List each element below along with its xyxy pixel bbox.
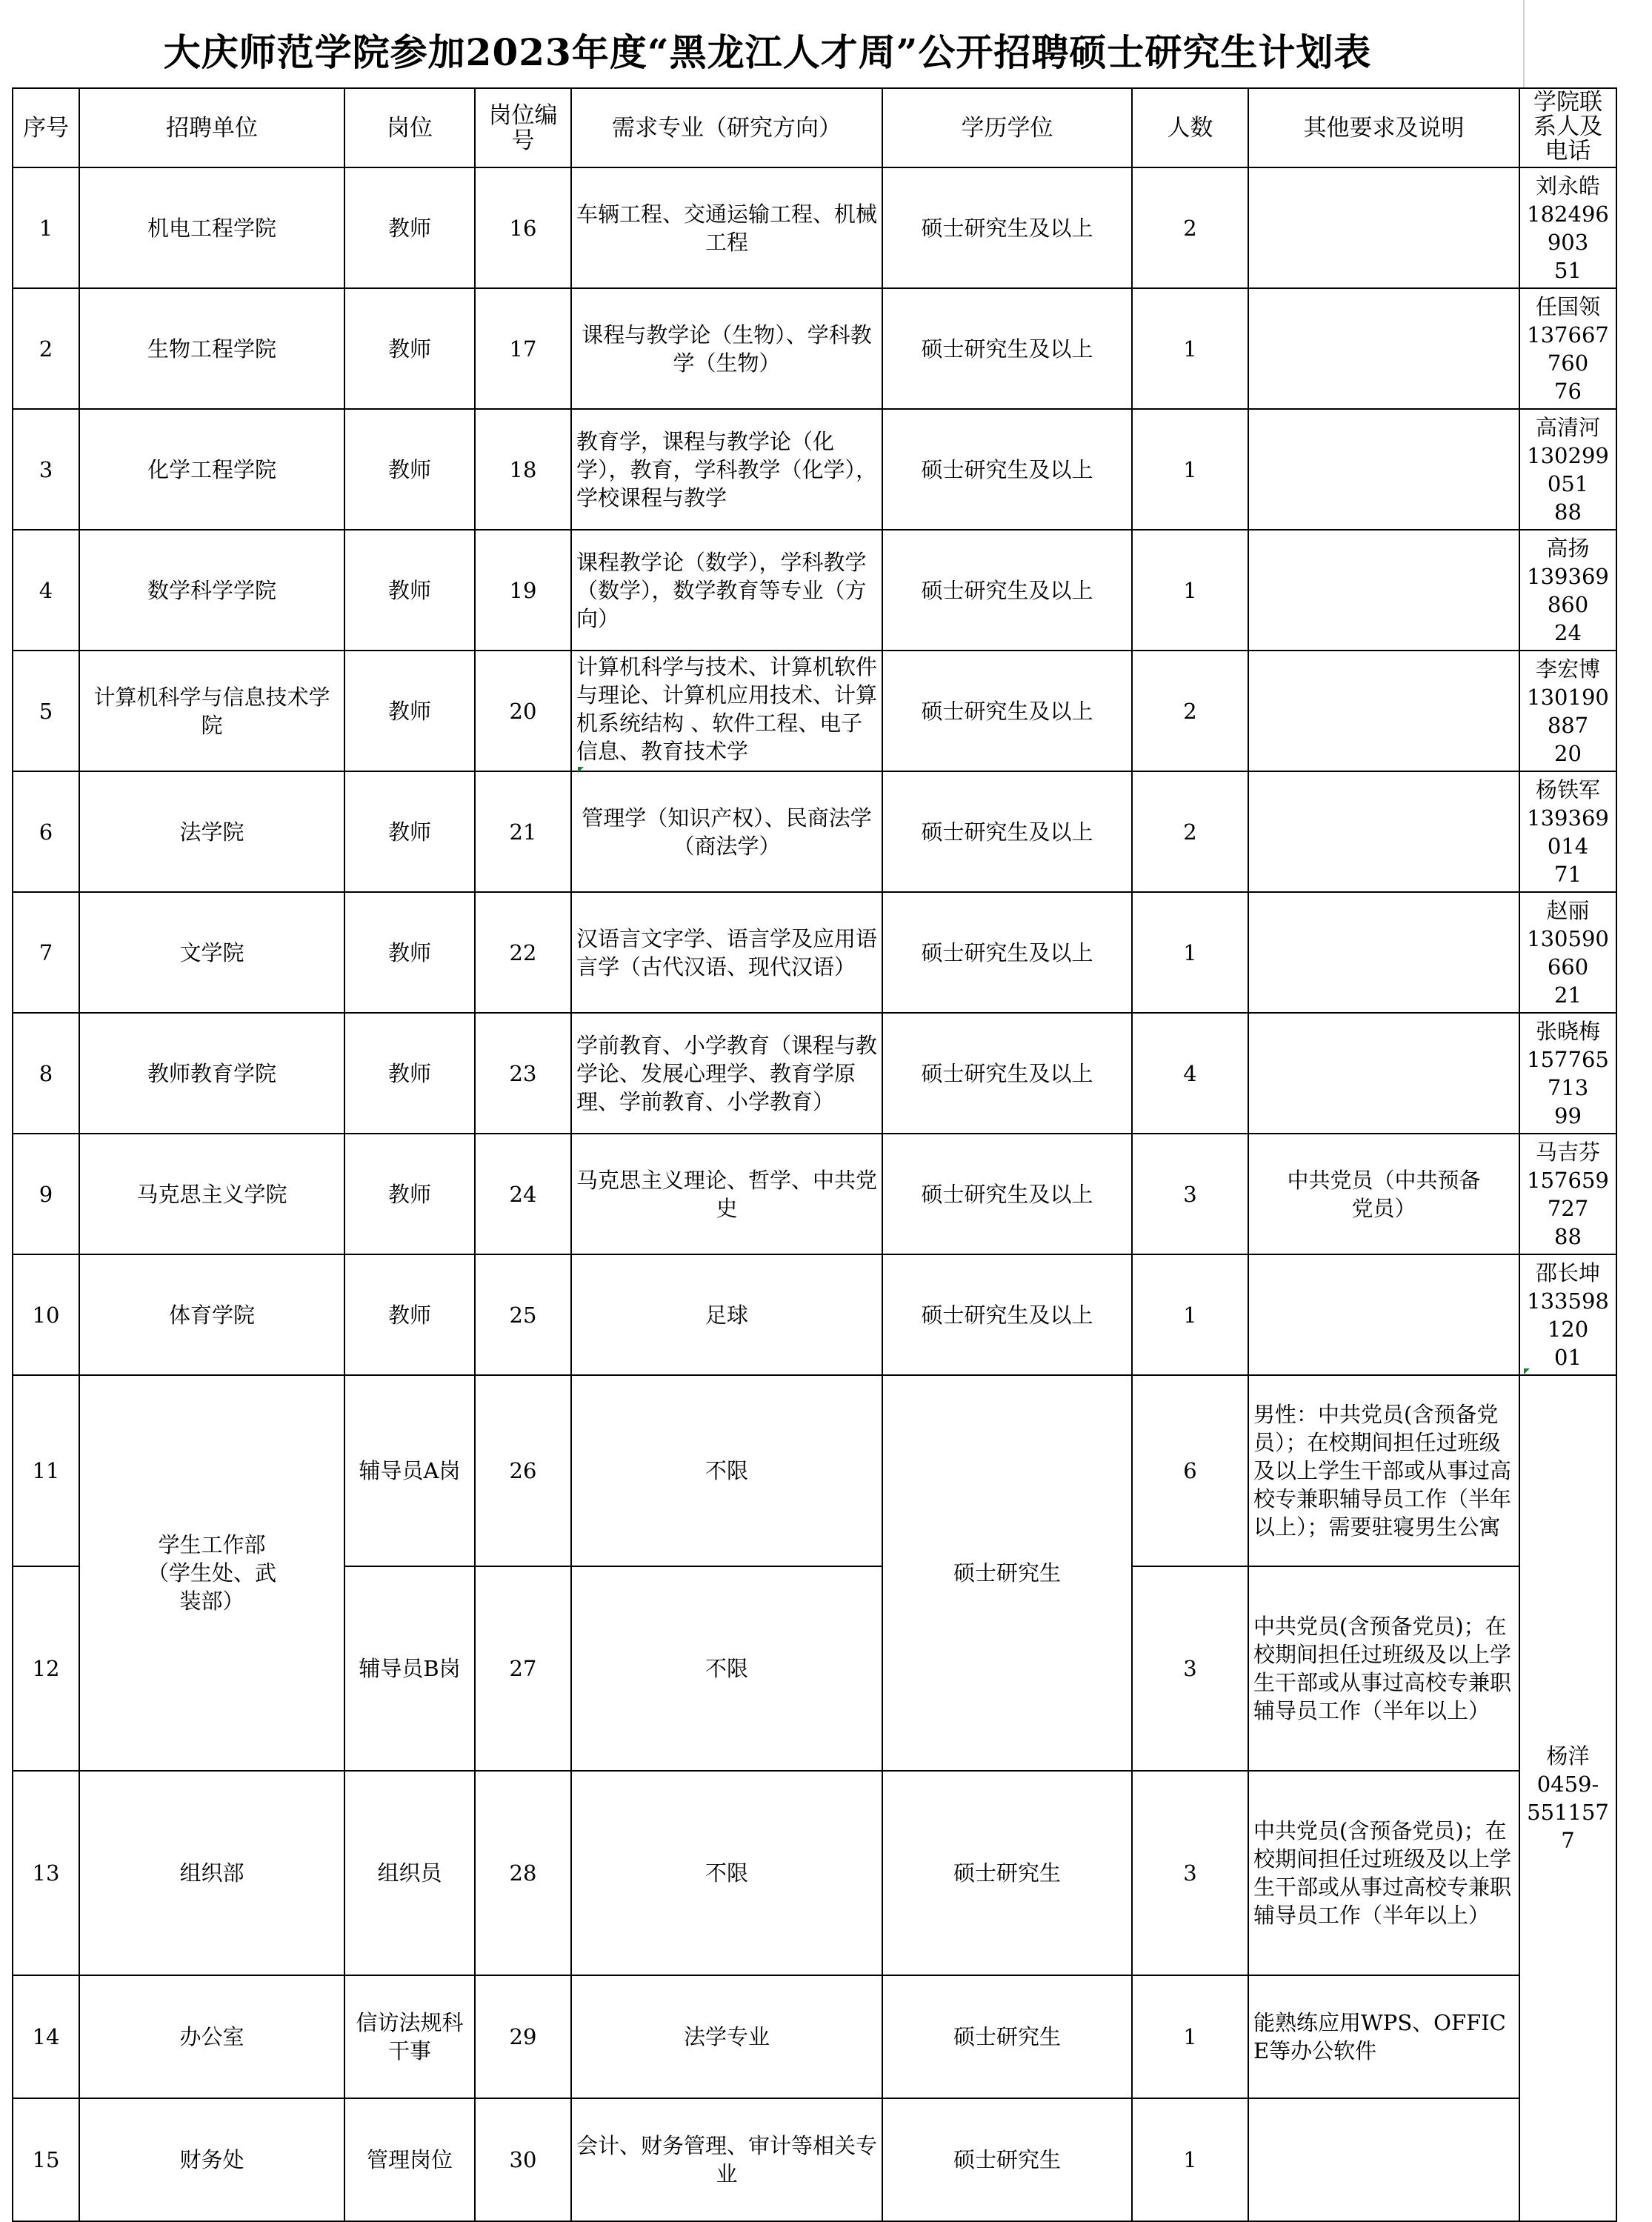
cell-major: 汉语言文字学、语言学及应用语言学（古代汉语、现代汉语） [571, 892, 882, 1013]
contact-phone: 51 [1554, 257, 1582, 283]
cell-code: 29 [475, 1975, 571, 2098]
cell-degree: 硕士研究生及以上 [882, 288, 1132, 409]
cell-post: 信访法规科干事 [344, 1975, 475, 2098]
recruitment-table [12, 87, 1617, 2222]
cell-major: 法学专业 [571, 1975, 882, 2098]
cell-major: 课程教学论（数学），学科教学（数学），数学教育等专业（方向） [571, 530, 882, 651]
cell-unit: 组织部 [79, 1771, 344, 1975]
cell-contact [1519, 892, 1616, 1013]
cell-degree: 硕士研究生及以上 [882, 651, 1132, 771]
contact-name: 杨洋 [1546, 1743, 1590, 1769]
cell-unit: 机电工程学院 [79, 167, 344, 288]
cell-degree: 硕士研究生及以上 [882, 1254, 1132, 1375]
cell-count: 1 [1132, 409, 1248, 530]
cell-notes [1248, 1013, 1519, 1134]
cell-major: 足球 [571, 1254, 882, 1375]
cell-degree: 硕士研究生及以上 [882, 167, 1132, 288]
cell-degree: 硕士研究生及以上 [882, 892, 1132, 1013]
cell-unit: 化学工程学院 [79, 409, 344, 530]
cell-major: 管理学（知识产权）、民商法学（商法学） [571, 771, 882, 892]
cell-contact [1519, 1254, 1616, 1375]
cell-degree: 硕士研究生 [882, 1771, 1132, 1975]
cell-major: 会计、财务管理、审计等相关专业 [571, 2098, 882, 2221]
header-major: 需求专业（研究方向） [571, 88, 882, 167]
cell-degree: 硕士研究生 [882, 1975, 1132, 2098]
cell-seq: 1 [13, 167, 79, 288]
table-row [13, 651, 1616, 771]
cell-notes [1248, 409, 1519, 530]
cell-major: 课程与教学论（生物）、学科教学（生物） [571, 288, 882, 409]
cell-code: 19 [475, 530, 571, 651]
cell-seq: 3 [13, 409, 79, 530]
cell-post: 教师 [344, 651, 475, 771]
cell-contact [1519, 409, 1616, 530]
table-row [13, 892, 1616, 1013]
contact-name: 任国领 [1535, 293, 1600, 319]
header-contact: 学院联系人及电话 [1519, 88, 1616, 167]
header-code: 岗位编号 [475, 88, 571, 167]
cell-degree: 硕士研究生 [882, 2098, 1132, 2221]
contact-name: 张晓梅 [1535, 1018, 1600, 1044]
cell-count: 1 [1132, 288, 1248, 409]
contact-name: 赵丽 [1546, 897, 1590, 923]
cell-contact [1519, 1134, 1616, 1254]
cell-seq: 2 [13, 288, 79, 409]
cell-notes [1248, 167, 1519, 288]
contact-phone: 24 [1554, 619, 1582, 645]
cell-major: 马克思主义理论、哲学、中共党史 [571, 1134, 882, 1254]
cell-comment-marker [578, 767, 584, 773]
contact-phone: 130190887 [1527, 684, 1609, 738]
cell-post: 教师 [344, 288, 475, 409]
contact-phone: 88 [1554, 499, 1582, 525]
cell-notes [1248, 892, 1519, 1013]
cell-count: 4 [1132, 1013, 1248, 1134]
cell-notes [1248, 651, 1519, 771]
cell-notes [1248, 288, 1519, 409]
cell-seq: 5 [13, 651, 79, 771]
cell-post: 教师 [344, 530, 475, 651]
cell-contact [1519, 771, 1616, 892]
cell-degree: 硕士研究生及以上 [882, 1134, 1132, 1254]
cell-post: 辅导员A岗 [344, 1375, 475, 1566]
cell-contact-shared [1519, 1375, 1616, 2221]
contact-name: 高扬 [1546, 535, 1590, 561]
cell-notes: 中共党员（中共预备党员） [1248, 1134, 1519, 1254]
cell-unit: 马克思主义学院 [79, 1134, 344, 1254]
table-row [13, 167, 1616, 288]
cell-count: 1 [1132, 1254, 1248, 1375]
contact-phone: 157765713 [1527, 1046, 1609, 1100]
cell-contact [1519, 1013, 1616, 1134]
cell-major [571, 651, 882, 771]
table-row [13, 2098, 1616, 2221]
table-row [13, 409, 1616, 530]
cell-notes: 中共党员(含预备党员)；在校期间担任过班级及以上学生干部或从事过高校专兼职辅导员工作（半年以上） [1248, 1771, 1519, 1975]
contact-phone: 139369014 [1527, 805, 1609, 859]
contact-phone: 130590660 [1527, 925, 1609, 979]
cell-count: 6 [1132, 1375, 1248, 1566]
cell-seq: 7 [13, 892, 79, 1013]
header-post: 岗位 [344, 88, 475, 167]
contact-phone: 71 [1554, 861, 1582, 887]
cell-code: 23 [475, 1013, 571, 1134]
cell-seq: 8 [13, 1013, 79, 1134]
table-row [13, 771, 1616, 892]
cell-seq: 6 [13, 771, 79, 892]
cell-code: 21 [475, 771, 571, 892]
cell-post: 教师 [344, 1254, 475, 1375]
cell-post: 组织员 [344, 1771, 475, 1975]
cell-degree: 硕士研究生及以上 [882, 530, 1132, 651]
cell-contact [1519, 288, 1616, 409]
table-header-row [13, 88, 1616, 167]
cell-major: 不限 [571, 1566, 882, 1771]
cell-contact [1519, 651, 1616, 771]
contact-phone: 99 [1554, 1102, 1582, 1128]
contact-name: 高清河 [1535, 414, 1600, 440]
header-unit: 招聘单位 [79, 88, 344, 167]
cell-post: 辅导员B岗 [344, 1566, 475, 1771]
cell-code: 25 [475, 1254, 571, 1375]
table-row [13, 1375, 1616, 1566]
table-row [13, 1771, 1616, 1975]
cell-major: 不限 [571, 1771, 882, 1975]
cell-unit: 体育学院 [79, 1254, 344, 1375]
cell-post: 教师 [344, 167, 475, 288]
contact-name: 马吉芬 [1535, 1139, 1600, 1165]
cell-code: 27 [475, 1566, 571, 1771]
cell-count: 1 [1132, 530, 1248, 651]
cell-major-text: 计算机科学与技术、计算机软件与理论、计算机应用技术、计算机系统结构 、软件工程、电子信息、教育技术学 [576, 654, 877, 764]
cell-seq: 15 [13, 2098, 79, 2221]
cell-post: 管理岗位 [344, 2098, 475, 2221]
cell-unit: 生物工程学院 [79, 288, 344, 409]
table-row [13, 1975, 1616, 2098]
cell-seq: 14 [13, 1975, 79, 2098]
cell-count: 1 [1132, 1975, 1248, 2098]
cell-unit: 办公室 [79, 1975, 344, 2098]
contact-phone: 137667760 [1527, 322, 1609, 376]
cell-major: 不限 [571, 1375, 882, 1566]
cell-code: 24 [475, 1134, 571, 1254]
contact-phone: 01 [1554, 1344, 1582, 1370]
header-seq: 序号 [13, 88, 79, 167]
cell-degree: 硕士研究生及以上 [882, 1013, 1132, 1134]
contact-phone: 88 [1554, 1223, 1582, 1249]
cell-unit: 学生工作部（学生处、武装部） [79, 1375, 344, 1771]
contact-phone: 182496903 [1527, 201, 1609, 255]
cell-unit: 文学院 [79, 892, 344, 1013]
cell-count: 1 [1132, 2098, 1248, 2221]
table-row [13, 288, 1616, 409]
cell-notes [1248, 771, 1519, 892]
cell-seq: 11 [13, 1375, 79, 1566]
cell-notes [1248, 2098, 1519, 2221]
cell-code: 20 [475, 651, 571, 771]
table-row [13, 530, 1616, 651]
cell-count: 2 [1132, 651, 1248, 771]
cell-unit: 数学科学学院 [79, 530, 344, 651]
cell-contact [1519, 167, 1616, 288]
cell-unit: 财务处 [79, 2098, 344, 2221]
contact-phone: 157659727 [1527, 1167, 1609, 1221]
cell-comment-marker [1524, 1368, 1530, 1374]
contact-name: 杨铁军 [1535, 776, 1600, 802]
cell-code: 17 [475, 288, 571, 409]
cell-count: 1 [1132, 892, 1248, 1013]
contact-name: 刘永皓 [1535, 173, 1600, 199]
cell-degree: 硕士研究生及以上 [882, 409, 1132, 530]
contact-phone: 21 [1554, 982, 1582, 1008]
contact-phone: 133598120 [1527, 1288, 1609, 1342]
contact-phone: 5511577 [1527, 1800, 1609, 1853]
header-count: 人数 [1132, 88, 1248, 167]
contact-phone: 20 [1554, 740, 1582, 766]
cell-post: 教师 [344, 892, 475, 1013]
contact-phone: 0459- [1536, 1772, 1599, 1797]
header-degree: 学历学位 [882, 88, 1132, 167]
cell-notes: 中共党员(含预备党员)；在校期间担任过班级及以上学生干部或从事过高校专兼职辅导员工作（半年以上） [1248, 1566, 1519, 1771]
cell-degree: 硕士研究生 [882, 1375, 1132, 1771]
table-row [13, 1013, 1616, 1134]
cell-notes [1248, 1254, 1519, 1375]
cell-notes: 能熟练应用WPS、OFFICE等办公软件 [1248, 1975, 1519, 2098]
table-row [13, 1254, 1616, 1375]
cell-code: 26 [475, 1375, 571, 1566]
cell-unit: 计算机科学与信息技术学院 [79, 651, 344, 771]
cell-post: 教师 [344, 1134, 475, 1254]
cell-seq: 4 [13, 530, 79, 651]
cell-seq: 13 [13, 1771, 79, 1975]
contact-phone: 130299051 [1527, 442, 1609, 496]
cell-count: 3 [1132, 1134, 1248, 1254]
cell-seq: 9 [13, 1134, 79, 1254]
cell-major: 学前教育、小学教育（课程与教学论、发展心理学、教育学原理、学前教育、小学教育） [571, 1013, 882, 1134]
cell-post: 教师 [344, 409, 475, 530]
header-notes: 其他要求及说明 [1248, 88, 1519, 167]
cell-notes [1248, 530, 1519, 651]
cell-code: 30 [475, 2098, 571, 2221]
contact-name: 李宏博 [1535, 656, 1600, 682]
cell-code: 28 [475, 1771, 571, 1975]
cell-major: 车辆工程、交通运输工程、机械工程 [571, 167, 882, 288]
table-row [13, 1134, 1616, 1254]
cell-seq: 12 [13, 1566, 79, 1771]
contact-phone: 139369860 [1527, 563, 1609, 617]
cell-contact [1519, 530, 1616, 651]
cell-count: 2 [1132, 771, 1248, 892]
gridline [1523, 0, 1525, 87]
page-title: 大庆师范学院参加2023年度“黑龙江人才周”公开招聘硕士研究生计划表 [163, 30, 1372, 74]
cell-count: 3 [1132, 1566, 1248, 1771]
contact-phone: 76 [1554, 378, 1582, 404]
contact-name: 邵长坤 [1535, 1260, 1600, 1285]
cell-unit: 教师教育学院 [79, 1013, 344, 1134]
cell-seq: 10 [13, 1254, 79, 1375]
cell-post: 教师 [344, 1013, 475, 1134]
cell-count: 3 [1132, 1771, 1248, 1975]
cell-code: 16 [475, 167, 571, 288]
cell-degree: 硕士研究生及以上 [882, 771, 1132, 892]
cell-post: 教师 [344, 771, 475, 892]
cell-major: 教育学，课程与教学论（化学），教育，学科教学（化学），学校课程与教学 [571, 409, 882, 530]
cell-unit: 法学院 [79, 771, 344, 892]
cell-notes: 男性：中共党员(含预备党员）；在校期间担任过班级及以上学生干部或从事过高校专兼职辅导员工作（半年以上）；需要驻寝男生公寓 [1248, 1375, 1519, 1566]
cell-count: 2 [1132, 167, 1248, 288]
cell-code: 18 [475, 409, 571, 530]
cell-code: 22 [475, 892, 571, 1013]
